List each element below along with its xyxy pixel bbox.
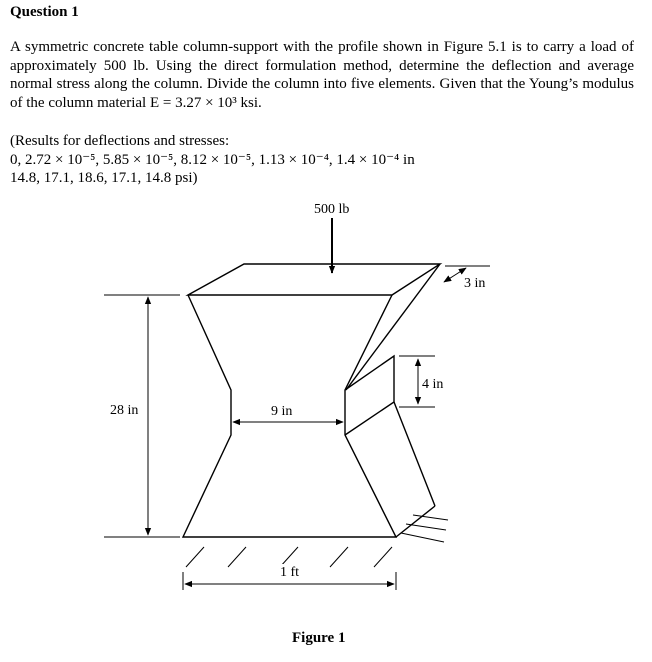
results-stresses: 14.8, 17.1, 18.6, 17.1, 14.8 psi) [10,170,198,186]
depth-label: 3 in [464,276,486,291]
results-title: (Results for deflections and stresses: [10,133,230,149]
figure-caption: Figure 1 [292,630,346,646]
height-label: 28 in [110,403,139,418]
base-label: 1 ft [280,565,300,580]
column-body [183,264,440,537]
element-label: 4 in [422,377,444,392]
question-heading: Question 1 [10,4,79,20]
waist-label: 9 in [271,404,293,419]
load-label: 500 lb [314,202,350,217]
results-deflections: 0, 2.72 × 10⁻⁵, 5.85 × 10⁻⁵, 8.12 × 10⁻⁵, 1.13 × 10⁻⁴, 1.4 × 10⁻⁴ in [10,151,415,168]
ground-hatching [186,515,448,567]
question-paragraph: A symmetric concrete table column-support with the profile shown in Figure 5.1 is to carry a load of approximately 500 lb. Using the direct formulation method, determine the deflection and average normal stress along the column. Divide the column into five elements. Given that the Young’s modulus of the column material E = 3.27 × 10³ ksi. [10,39,634,111]
